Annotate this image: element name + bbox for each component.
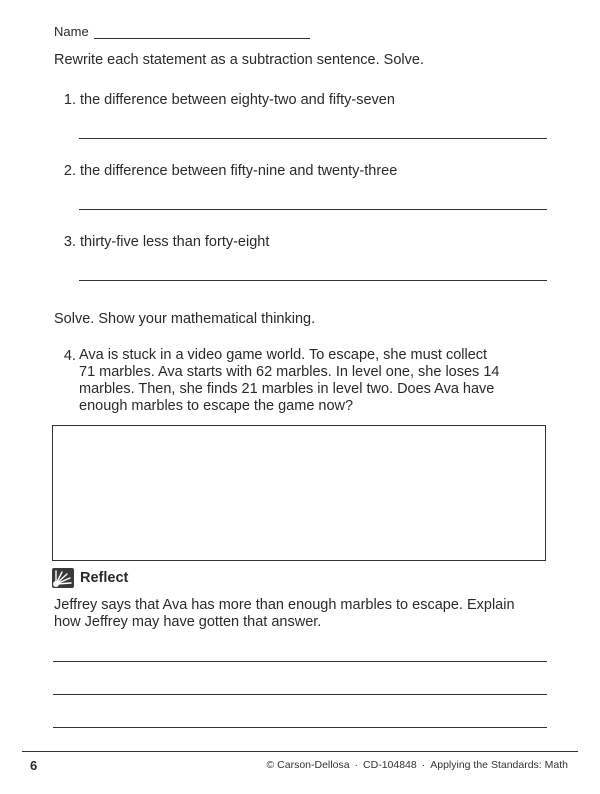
sunburst-icon: [52, 568, 74, 588]
question-3-text: thirty-five less than forty-eight: [80, 234, 270, 250]
question-4-number: 4.: [63, 348, 76, 364]
footer-product-code: CD-104848: [363, 759, 417, 771]
work-answer-box: [52, 425, 546, 561]
question-4-line-2: 71 marbles. Ava starts with 62 marbles. In level one, she loses 14: [79, 364, 500, 380]
question-4-line-3: marbles. Then, she finds 21 marbles in level two. Does Ava have: [79, 381, 495, 397]
reflect-line-2: how Jeffrey may have gotten that answer.: [54, 614, 322, 630]
reflect-title: Reflect: [80, 570, 129, 586]
question-3-answer-line: [79, 280, 547, 281]
footer-book-title: Applying the Standards: Math: [430, 759, 568, 771]
footer-separator-1: ·: [354, 759, 359, 771]
name-label: Name: [54, 24, 89, 39]
footer-publisher: © Carson-Dellosa: [266, 759, 350, 771]
question-2-number: 2.: [63, 163, 76, 179]
footer-credit: [267, 759, 568, 771]
question-3-number: 3.: [63, 234, 76, 250]
page-number: 6: [30, 758, 38, 773]
reflect-answer-line-2: [53, 694, 547, 695]
section1-instructions: Rewrite each statement as a subtraction sentence. Solve.: [54, 52, 424, 68]
question-2-text: the difference between fifty-nine and twenty-three: [80, 163, 398, 179]
reflect-line-1: Jeffrey says that Ava has more than enough marbles to escape. Explain: [54, 597, 515, 613]
question-4-line-1: Ava is stuck in a video game world. To escape, she must collect: [79, 347, 488, 363]
section2-instructions: Solve. Show your mathematical thinking.: [54, 311, 316, 327]
question-1-number: 1.: [63, 92, 76, 108]
reflect-answer-line-1: [53, 661, 547, 662]
name-line: [94, 38, 310, 39]
question-2-answer-line: [79, 209, 547, 210]
footer-rule: [22, 751, 578, 752]
reflect-answer-line-3: [53, 727, 547, 728]
footer-separator-2: ·: [421, 759, 426, 771]
question-1-text: the difference between eighty-two and fifty-seven: [80, 92, 395, 108]
question-1-answer-line: [79, 138, 547, 139]
question-4-line-4: enough marbles to escape the game now?: [79, 398, 354, 414]
